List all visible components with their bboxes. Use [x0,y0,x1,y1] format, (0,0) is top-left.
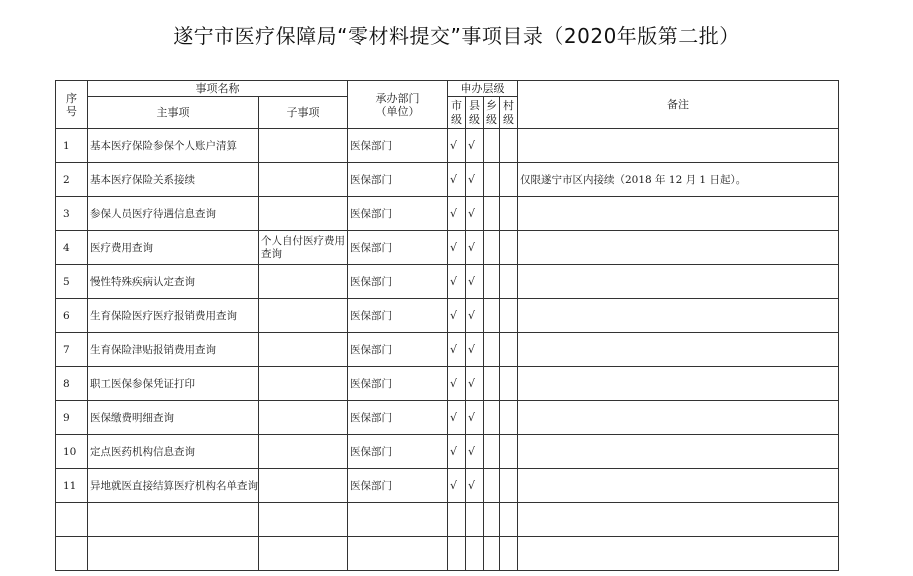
row-county-check [466,503,484,537]
row-village-check [500,197,518,231]
row-village-check [500,265,518,299]
row-village-check [500,537,518,571]
row-sub-item: 个人自付医疗费用查询 [259,231,348,265]
row-main-item: 定点医药机构信息查询 [88,435,259,469]
table-row [56,435,839,469]
row-dept [348,503,448,537]
row-main-item: 参保人员医疗待遇信息查询 [88,197,259,231]
row-town-check [484,367,500,401]
row-village-check [500,333,518,367]
remark-header: 备注 [518,81,839,129]
row-main-item [88,537,259,571]
row-dept: 医保部门 [348,299,448,333]
table-row [56,197,839,231]
row-sub-item [259,265,348,299]
row-village-check [500,163,518,197]
row-town-check [484,163,500,197]
row-town-check [484,299,500,333]
row-city-check: √ [448,129,466,163]
row-county-check: √ [466,435,484,469]
row-town-check [484,265,500,299]
row-dept: 医保部门 [348,129,448,163]
row-seq: 8 [56,367,88,401]
table-row [56,537,839,571]
row-village-check [500,367,518,401]
town-level-line1: 乡 [486,98,497,112]
row-dept: 医保部门 [348,163,448,197]
row-village-check [500,231,518,265]
town-level-line2: 级 [486,112,497,126]
row-county-check: √ [466,197,484,231]
catalog-table [55,80,839,571]
village-level-header [500,97,518,129]
city-level-line2: 级 [451,112,462,126]
row-seq: 1 [56,129,88,163]
row-town-check [484,537,500,571]
county-level-line2: 级 [469,112,480,126]
table-row [56,231,839,265]
row-sub-item [259,367,348,401]
row-remark [518,435,839,469]
row-town-check [484,197,500,231]
row-city-check: √ [448,299,466,333]
row-city-check: √ [448,197,466,231]
row-remark [518,333,839,367]
row-city-check: √ [448,469,466,503]
row-seq: 7 [56,333,88,367]
row-city-check: √ [448,231,466,265]
seq-header-line2: 号 [66,104,77,118]
row-main-item: 慢性特殊疾病认定查询 [88,265,259,299]
row-county-check: √ [466,231,484,265]
row-dept: 医保部门 [348,231,448,265]
row-remark [518,367,839,401]
row-city-check: √ [448,435,466,469]
row-main-item: 异地就医直接结算医疗机构名单查询 [88,469,259,503]
row-village-check [500,299,518,333]
table-row [56,299,839,333]
document-title: 遂宁市医疗保障局“零材料提交”事项目录（2020年版第二批） [173,24,740,48]
row-county-check: √ [466,333,484,367]
row-dept: 医保部门 [348,197,448,231]
row-seq: 5 [56,265,88,299]
row-main-item: 生育保险医疗医疗报销费用查询 [88,299,259,333]
row-sub-item [259,503,348,537]
county-level-line1: 县 [469,98,480,112]
row-county-check: √ [466,469,484,503]
row-dept [348,537,448,571]
row-town-check [484,129,500,163]
row-city-check: √ [448,367,466,401]
row-dept: 医保部门 [348,469,448,503]
row-dept: 医保部门 [348,367,448,401]
row-remark [518,503,839,537]
row-town-check [484,401,500,435]
row-sub-item [259,537,348,571]
table-row [56,503,839,537]
row-remark [518,265,839,299]
town-level-header [484,97,500,129]
row-town-check [484,435,500,469]
row-main-item: 生育保险津贴报销费用查询 [88,333,259,367]
row-sub-item [259,435,348,469]
dept-header-line1: 承办部门 [375,91,420,105]
row-city-check: √ [448,333,466,367]
row-sub-item [259,163,348,197]
row-remark [518,537,839,571]
row-county-check: √ [466,163,484,197]
row-main-item: 基本医疗保险关系接续 [88,163,259,197]
row-sub-item [259,333,348,367]
row-sub-item [259,401,348,435]
row-remark [518,129,839,163]
row-village-check [500,401,518,435]
county-level-header [466,97,484,129]
row-village-check [500,503,518,537]
seq-header [56,81,88,129]
row-dept: 医保部门 [348,333,448,367]
row-seq: 9 [56,401,88,435]
city-level-line1: 市 [451,98,462,112]
row-county-check: √ [466,367,484,401]
table-row [56,333,839,367]
row-remark [518,197,839,231]
row-remark [518,469,839,503]
row-county-check: √ [466,265,484,299]
item-name-header: 事项名称 [88,81,348,97]
row-seq: 2 [56,163,88,197]
row-dept: 医保部门 [348,265,448,299]
table-row [56,401,839,435]
row-county-check: √ [466,299,484,333]
row-main-item: 医保缴费明细查询 [88,401,259,435]
row-city-check: √ [448,401,466,435]
table-row [56,367,839,401]
level-header: 申办层级 [448,81,518,97]
row-remark [518,299,839,333]
row-seq: 4 [56,231,88,265]
row-seq [56,537,88,571]
city-level-header [448,97,466,129]
table-row [56,469,839,503]
row-sub-item [259,469,348,503]
row-town-check [484,469,500,503]
row-city-check [448,537,466,571]
dept-header-line2: （单位） [375,104,420,118]
header-row-1 [56,81,839,97]
row-main-item: 职工医保参保凭证打印 [88,367,259,401]
row-remark: 仅限遂宁市区内接续（2018 年 12 月 1 日起）。 [518,163,839,197]
table-row [56,129,839,163]
row-sub-item [259,299,348,333]
seq-header-line1: 序 [66,91,77,105]
row-seq [56,503,88,537]
row-county-check: √ [466,401,484,435]
sub-item-header: 子事项 [259,97,348,129]
row-remark [518,401,839,435]
table-body [56,81,839,571]
row-city-check: √ [448,265,466,299]
table-row [56,163,839,197]
row-seq: 3 [56,197,88,231]
row-remark [518,231,839,265]
row-town-check [484,231,500,265]
row-village-check [500,129,518,163]
row-town-check [484,503,500,537]
row-sub-item [259,129,348,163]
row-village-check [500,435,518,469]
row-main-item [88,503,259,537]
row-sub-item [259,197,348,231]
row-main-item: 医疗费用查询 [88,231,259,265]
row-main-item: 基本医疗保险参保个人账户清算 [88,129,259,163]
row-village-check [500,469,518,503]
row-city-check: √ [448,163,466,197]
main-item-header: 主事项 [88,97,259,129]
row-county-check [466,537,484,571]
table-row [56,265,839,299]
row-town-check [484,333,500,367]
row-seq: 11 [56,469,88,503]
row-seq: 6 [56,299,88,333]
village-level-line1: 村 [503,98,514,112]
row-dept: 医保部门 [348,401,448,435]
village-level-line2: 级 [503,112,514,126]
row-dept: 医保部门 [348,435,448,469]
row-city-check [448,503,466,537]
row-seq: 10 [56,435,88,469]
dept-header [348,81,448,129]
row-county-check: √ [466,129,484,163]
